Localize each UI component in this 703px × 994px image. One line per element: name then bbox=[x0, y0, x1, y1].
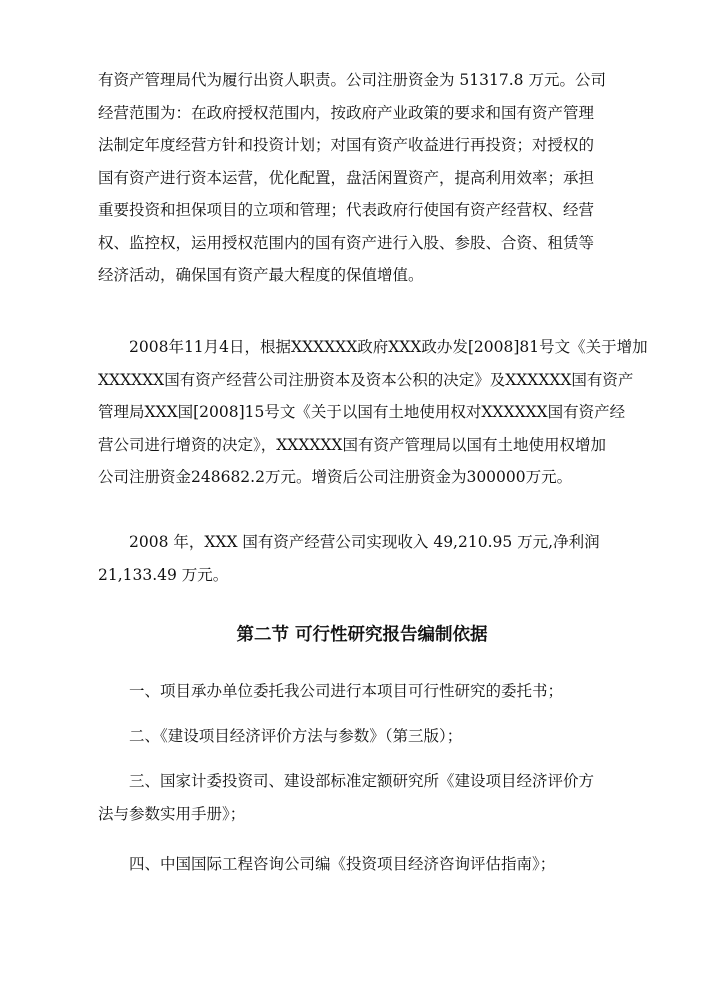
text-line: 经营范围为：在政府授权范围内，按政府产业政策的要求和国有资产管理 bbox=[98, 103, 595, 122]
revenue-paragraph bbox=[98, 526, 626, 591]
text-line: 有资产管理局代为履行出资人职责。公司注册资金为 51317.8 万元。公司 bbox=[98, 71, 606, 89]
text-line: 法制定年度经营方针和投资计划；对国有资产收益进行再投资；对授权的 bbox=[98, 136, 595, 154]
basis-item-line: 三、国家计委投资司、建设部标准定额研究所《建设项目经济评价方 bbox=[129, 772, 595, 790]
text-line: 公司注册资金248682.2万元。增资后公司注册资金为300000万元。 bbox=[98, 468, 573, 486]
basis-item-line: 法与参数实用手册》； bbox=[98, 804, 246, 823]
basis-item bbox=[98, 720, 626, 753]
basis-item bbox=[98, 765, 626, 830]
text-line: 国有资产进行资本运营，优化配置，盘活闲置资产，提高利用效率；承担 bbox=[98, 168, 595, 187]
text-line: 重要投资和担保项目的立项和管理；代表政府行使国有资产经营权、经营 bbox=[98, 201, 595, 219]
section-heading: 第二节 可行性研究报告编制依据 bbox=[236, 625, 488, 645]
company-scope-paragraph bbox=[98, 64, 626, 292]
text-line: 权、监控权，运用授权范围内的国有资产进行入股、参股、合资、租赁等 bbox=[98, 233, 595, 252]
text-line: 21,133.49 万元。 bbox=[98, 565, 229, 584]
basis-item-line: 一、项目承办单位委托我公司进行本项目可行性研究的委托书； bbox=[129, 682, 564, 700]
text-line: XXXXXX国有资产经营公司注册资本及资本公积的决定》及XXXXXX国有资产 bbox=[98, 370, 634, 389]
capital-increase-paragraph bbox=[98, 331, 648, 494]
text-line: 经济活动，确保国有资产最大程度的保值增值。 bbox=[98, 266, 424, 284]
text-line: 管理局XXX国[2008]15号文《关于以国有土地使用权对XXXXXX国有资产经 bbox=[98, 403, 626, 421]
text-line: 2008 年，XXX 国有资产经营公司实现收入 49,210.95 万元,净利润 bbox=[129, 533, 600, 551]
basis-item bbox=[98, 848, 626, 881]
basis-item-line: 二、《建设项目经济评价方法与参数》（第三版）； bbox=[129, 727, 463, 745]
basis-item bbox=[98, 675, 626, 708]
text-line: 营公司进行增资的决定》，XXXXXX国有资产管理局以国有土地使用权增加 bbox=[98, 435, 606, 454]
text-line: 2008年11月4日，根据XXXXXX政府XXX政办发[2008]81号文《关于增加 bbox=[129, 338, 648, 356]
basis-item-line: 四、中国国际工程咨询公司编《投资项目经济咨询评估指南》； bbox=[129, 855, 556, 873]
